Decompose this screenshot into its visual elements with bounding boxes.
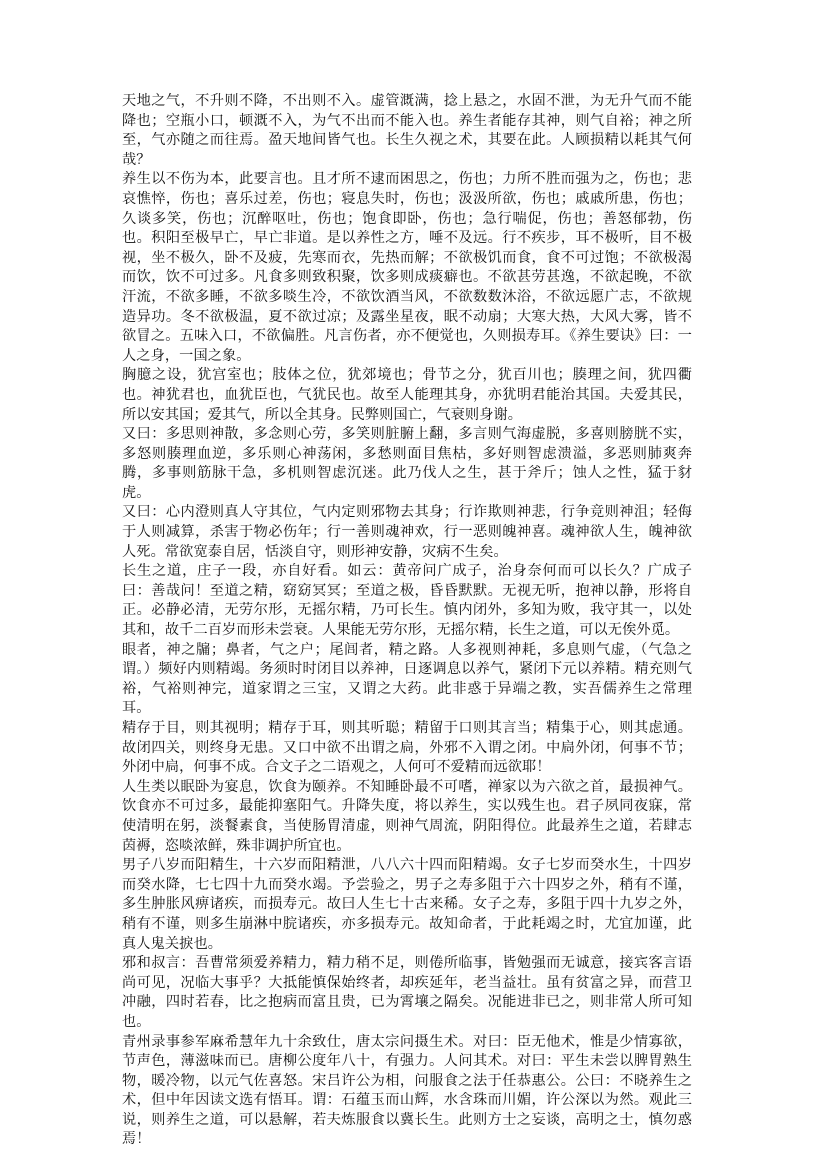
paragraph-excess-harms: 又曰：多思则神散，多念则心劳，多笑则脏腑上翻，多言则气海虚脱，多喜则膀胱不实，多怒则腠理血逆，多乐则心神荡闲，多愁则面目焦枯，多好则智虑溃溢，多恶则肺爽奔腾，多事则筋脉干急，多机则智虑沉迷。此乃伐人之生，甚于斧斤；蚀人之性，猛于豺虎。 bbox=[122, 425, 692, 503]
paragraph-conserve-strength: 邪和叔言：吾曹常须爱养精力，精力稍不足，则倦所临事，皆勉强而无诚意，接宾客言语尚可见，况临大事乎？大抵能慎保始终者，却疾延年，老当益壮。虽有贫富之异，而营卫冲融，四时若春，比之抱病而富且贵，已为霄壤之隔矣。况能进非已之，则非常人所可知也。 bbox=[122, 954, 692, 1032]
paragraph-body-as-state: 胸臆之设，犹宫室也；肢体之位，犹郊境也；骨节之分，犹百川也；腠理之间，犹四衢也。神犹君也，血犹臣也，气犹民也。故至人能理其身，亦犹明君能治其国。夫爱其民，所以安其国；爱其气，所以全其身。民弊则国亡，气衰则身谢。 bbox=[122, 366, 692, 425]
document-page bbox=[122, 92, 692, 1150]
paragraph-longevity-anecdotes: 青州录事参军麻希慧年九十余致仕，唐太宗问摄生术。对曰：臣无他术，惟是少情寡欲，节声色，薄滋味而已。唐柳公度年八十，有强力。人问其术。对曰：平生未尝以脾胃熟生物，暖冷物，以元气佐喜怒。宋吕许公为相，问服食之法于任恭惠公。公曰：不晓养生之术，但中年因读文选有悟耳。谓：石蕴玉而山辉，水含珠而川媚，许公深以为然。观此三说，则养生之道，可以悬解，若夫炼服食以冀长生。此则方士之妄谈，高明之士，慎勿惑焉！ bbox=[122, 1033, 692, 1150]
paragraph-three-treasures: 眼者，神之牖；鼻者，气之户；尾闾者，精之路。人多视则神耗，多息则气虚，（气急之谓。）频好内则精竭。务须时时闭目以养神，日逐调息以养气，紧闭下元以养精。精充则气裕，气裕则神完，道家谓之三宝，又谓之大药。此非惑于异端之教，实吾儒养生之常理耳。 bbox=[122, 641, 692, 719]
paragraph-avoid-harm: 养生以不伤为本，此要言也。且才所不逮而困思之，伤也；力所不胜而强为之，伤也；悲哀憔悴，伤也；喜乐过差，伤也；寝息失时，伤也；汲汲所欲，伤也；戚戚所患，伤也；久谈多笑，伤也；沉醉呕吐，伤也；饱食即卧，伤也；急行喘促，伤也；善怒郁勃，伤也。积阳至极早亡，早亡非道。是以养性之方，唾不及远。行不疾步，耳不极听，目不极视，坐不极久，卧不及疲，先寒而衣，先热而解；不欲极饥而食，食不可过饱；不欲极渴而饮，饮不可过多。凡食多则致积聚，饮多则成痰癖也。不欲甚劳甚逸，不欲起晚，不欲汗流，不欲多睡，不欲多啖生冷，不欲饮酒当风，不欲数数沐浴，不欲远愿广志，不欲规造异功。冬不欲极温，夏不欲过凉；及露坐星夜，眠不动扇；大寒大热，大风大雾，皆不欲冒之。五味入口，不欲偏胜。凡言伤者，亦不便觉也，久则损寿耳。《养生要诀》曰：一人之身，一国之象。 bbox=[122, 170, 692, 366]
paragraph-heaven-earth-qi: 天地之气，不升则不降，不出则不入。虚管溉满，捻上悬之，水固不泄，为无升气而不能降也；空瓶小口，顿溉不入，为气不出而不能入也。养生者能存其神，则气自裕；神之所至，气亦随之而往焉。盈天地间皆气也。长生久视之术，其要在此。人顾损精以耗其气何哉？ bbox=[122, 92, 692, 170]
paragraph-life-stages: 男子八岁而阳精生，十六岁而阳精泄，八八六十四而阳精竭。女子七岁而癸水生，十四岁而癸水降，七七四十九而癸水竭。予尝验之，男子之寿多阻于六十四岁之外，稍有不谨，多生肿胀风痹诸疾，而损寿元。故曰人生七十古来稀。女子之寿，多阻于四十九岁之外，稍有不谨，则多生崩淋中脘诸疾，亦多损寿元。故知命者，于此耗竭之时，尤宜加谨，此真人鬼关捩也。 bbox=[122, 856, 692, 954]
paragraph-zhuangzi: 长生之道，庄子一段，亦自好看。如云：黄帝问广成子，治身奈何而可以长久？广成子曰：善哉问！至道之精，窈窈冥冥；至道之极，昏昏默默。无视无听，抱神以静，形将自正。必静必清，无劳尔形，无摇尔精，乃可长生。慎内闭外，多知为败，我守其一，以处其和，故千二百岁而形未尝衰。人果能无劳尔形，无摇尔精，长生之道，可以无俟外觅。 bbox=[122, 562, 692, 640]
paragraph-four-gates: 精存于目，则其视明；精存于耳，则其听聪；精留于口则其言当；精集于心，则其虑通。故闭四关，则终身无患。又口中欲不出谓之扃，外邪不入谓之闭。中扃外闭，何事不节；外闭中扃，何事不成。合文子之二语观之，人何可不爱精而远欲耶！ bbox=[122, 719, 692, 778]
paragraph-calm-heart: 又曰：心内澄则真人守其位，气内定则邪物去其身；行诈欺则神悲，行争竞则神沮；轻侮于人则减算，杀害于物必伤年；行一善则魂神欢，行一恶则魄神喜。魂神欲人生，魄神欲人死。常欲宽泰自居，恬淡自守，则形神安静，灾病不生矣。 bbox=[122, 503, 692, 562]
paragraph-sleep-and-food: 人生类以眠卧为宴息，饮食为颐养。不知睡卧最不可嗜，禅家以为六欲之首，最损神气。饮食亦不可过多，最能抑塞阳气。升降失度，将以养生，实以残生也。君子夙同夜寐，常使清明在躬，淡餐素食，当使肠胃清虚，则神气周流，阴阳得位。此最养生之道，若肆志茵褥，恣啖浓鲜，殊非调护所宜也。 bbox=[122, 778, 692, 856]
